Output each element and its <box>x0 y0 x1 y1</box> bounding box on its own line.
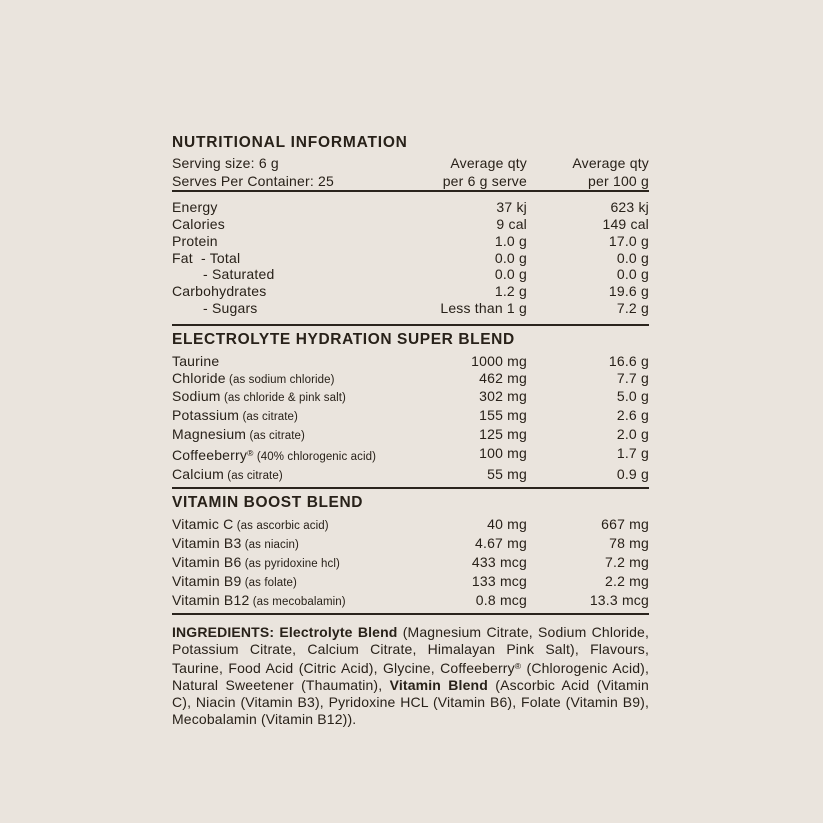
panel-title: NUTRITIONAL INFORMATION <box>172 134 408 151</box>
nutrient-note: (as chloride & pink salt) <box>220 392 346 405</box>
nutrient-note: (40% chlorogenic acid) <box>253 450 377 463</box>
nutrient-note: (as niacin) <box>241 539 299 552</box>
nutrient-row <box>172 535 649 554</box>
value-per-100g: 0.9 g <box>616 465 649 482</box>
nutrient-label: Carbohydrates <box>172 283 267 300</box>
divider-rule <box>172 487 649 489</box>
nutrient-row <box>172 216 649 233</box>
value-per-serve: 133 mcg <box>471 572 527 589</box>
nutrient-label: Chloride (as sodium chloride) <box>172 369 335 386</box>
ingredients-segment: Vitamin Blend <box>389 677 488 694</box>
column-header-per-serve <box>397 155 527 190</box>
section-rows <box>172 514 649 613</box>
nutrient-note: (as pyridoxine hcl) <box>241 557 340 570</box>
value-per-serve: 55 mg <box>487 465 527 482</box>
nutrient-row <box>172 266 649 283</box>
value-per-serve: 9 cal <box>496 215 527 232</box>
nutrient-label: Sodium (as chloride & pink salt) <box>172 388 346 405</box>
value-per-100g: 2.2 mg <box>605 572 649 589</box>
nutrient-row <box>172 250 649 267</box>
section-title: ELECTROLYTE HYDRATION SUPER BLEND <box>172 330 515 348</box>
ingredients-segment: ® <box>514 661 522 672</box>
value-per-serve: 0.0 g <box>494 249 527 266</box>
nutrient-row <box>172 554 649 573</box>
nutrient-label: Coffeeberry® (40% chlorogenic acid) <box>172 446 377 463</box>
value-per-serve: 155 mg <box>479 407 527 424</box>
nutrient-label: Vitamin B6 (as pyridoxine hcl) <box>172 553 340 570</box>
nutrient-row <box>172 199 649 216</box>
value-per-serve: 125 mg <box>479 425 527 442</box>
nutrient-label: Protein <box>172 232 218 249</box>
avg-qty-serve-line1: Average qty <box>450 155 527 171</box>
nutrient-note: (as folate) <box>241 576 297 589</box>
avg-qty-100-line2: per 100 g <box>588 172 649 189</box>
value-per-100g: 5.0 g <box>616 388 649 405</box>
nutrient-label: Magnesium (as citrate) <box>172 425 305 442</box>
section-rows <box>172 351 649 488</box>
value-per-serve: 37 kj <box>496 199 527 216</box>
blend-sections <box>172 332 649 616</box>
value-per-serve: 1.0 g <box>494 232 527 249</box>
nutrient-row <box>172 388 649 407</box>
value-per-100g: 19.6 g <box>608 283 649 300</box>
nutrient-row <box>172 233 649 250</box>
nutrient-label: Vitamin B3 (as niacin) <box>172 535 299 552</box>
nutrient-label: Potassium (as citrate) <box>172 407 298 424</box>
value-per-serve: 1000 mg <box>471 352 527 369</box>
nutrient-label: Calories <box>172 215 225 232</box>
nutrient-row <box>172 573 649 592</box>
nutrient-note: (as sodium chloride) <box>225 373 335 386</box>
value-per-serve: 302 mg <box>479 388 527 405</box>
value-per-100g: 78 mg <box>609 535 649 552</box>
serving-size: Serving size: 6 g <box>172 155 279 171</box>
ingredients-text <box>172 624 649 727</box>
value-per-100g: 2.6 g <box>616 407 649 424</box>
nutrient-row <box>172 466 649 485</box>
ingredients-segment: (Magnesium Citrate, Sodium Chloride, Potassium Citrate, Calcium Citrate, Himalayan Pink Salt), Flavours, Taurine, Food Acid (Citric Acid), Glycine, Coffeeberry <box>172 624 650 677</box>
value-per-100g: 17.0 g <box>608 232 649 249</box>
nutrient-row <box>172 283 649 300</box>
value-per-100g: 667 mg <box>601 516 649 533</box>
value-per-serve: 4.67 mg <box>475 535 527 552</box>
value-per-100g: 2.0 g <box>616 425 649 442</box>
serving-header <box>172 155 649 190</box>
nutrient-row <box>172 445 649 466</box>
avg-qty-100-line1: Average qty <box>572 155 649 171</box>
value-per-100g: 16.6 g <box>608 352 649 369</box>
nutrient-row <box>172 516 649 535</box>
value-per-100g: 7.2 g <box>616 299 649 316</box>
divider-rule <box>172 613 649 615</box>
nutrient-label: - Sugars <box>203 299 258 316</box>
value-per-serve: Less than 1 g <box>440 299 527 316</box>
section-title: VITAMIN BOOST BLEND <box>172 494 364 512</box>
column-header-per-100g <box>527 155 649 190</box>
main-nutrient-rows <box>172 192 649 324</box>
value-per-100g: 0.0 g <box>616 266 649 283</box>
nutrient-label: Vitamin B12 (as mecobalamin) <box>172 591 346 608</box>
serving-info <box>172 155 397 190</box>
value-per-serve: 462 mg <box>479 369 527 386</box>
ingredients-segment: (Chlorogenic Acid), Natural Sweetener (Thaumatin), <box>172 660 649 694</box>
value-per-100g: 13.3 mcg <box>589 591 649 608</box>
nutrient-row <box>172 353 649 370</box>
value-per-serve: 0.8 mcg <box>475 591 527 608</box>
nutrient-row <box>172 300 649 317</box>
nutrient-note: (as mecobalamin) <box>249 595 346 608</box>
nutrient-note: (as citrate) <box>223 469 283 482</box>
nutrient-label: Energy <box>172 199 218 216</box>
value-per-100g: 623 kj <box>610 199 649 216</box>
nutrient-label: Taurine <box>172 352 220 369</box>
nutrient-note: (as citrate) <box>246 429 305 442</box>
divider-rule <box>172 324 649 326</box>
ingredients-segment: INGREDIENTS: Electrolyte Blend <box>172 624 398 641</box>
nutrient-row <box>172 370 649 389</box>
nutrient-note: (as citrate) <box>239 411 298 424</box>
nutrient-note: (as ascorbic acid) <box>233 520 329 533</box>
nutrient-label: Vitamin B9 (as folate) <box>172 572 297 589</box>
avg-qty-serve-line2: per 6 g serve <box>442 172 527 189</box>
nutrient-label: Fat - Total <box>172 249 241 266</box>
nutrient-label: Calcium (as citrate) <box>172 465 283 482</box>
nutrition-panel <box>172 134 649 728</box>
value-per-serve: 100 mg <box>479 444 527 461</box>
registered-mark: ® <box>247 447 254 458</box>
value-per-100g: 149 cal <box>602 215 649 232</box>
value-per-serve: 1.2 g <box>494 283 527 300</box>
value-per-serve: 433 mcg <box>471 553 527 570</box>
nutrient-label: Vitamic C (as ascorbic acid) <box>172 516 329 533</box>
nutrient-row <box>172 426 649 445</box>
value-per-100g: 7.2 mg <box>605 553 649 570</box>
serves-per-container: Serves Per Container: 25 <box>172 172 334 189</box>
value-per-100g: 0.0 g <box>616 249 649 266</box>
nutrient-row <box>172 592 649 611</box>
nutrient-row <box>172 407 649 426</box>
ingredients-segment: (Ascorbic Acid (Vitamin C), Niacin (Vitamin B3), Pyridoxine HCL (Vitamin B6), Folate (Vitamin B9), Mecobalamin (Vitamin B12)). <box>172 677 649 727</box>
value-per-100g: 1.7 g <box>616 444 649 461</box>
nutrient-label: - Saturated <box>203 266 275 283</box>
value-per-100g: 7.7 g <box>616 369 649 386</box>
value-per-serve: 0.0 g <box>494 266 527 283</box>
value-per-serve: 40 mg <box>487 516 527 533</box>
